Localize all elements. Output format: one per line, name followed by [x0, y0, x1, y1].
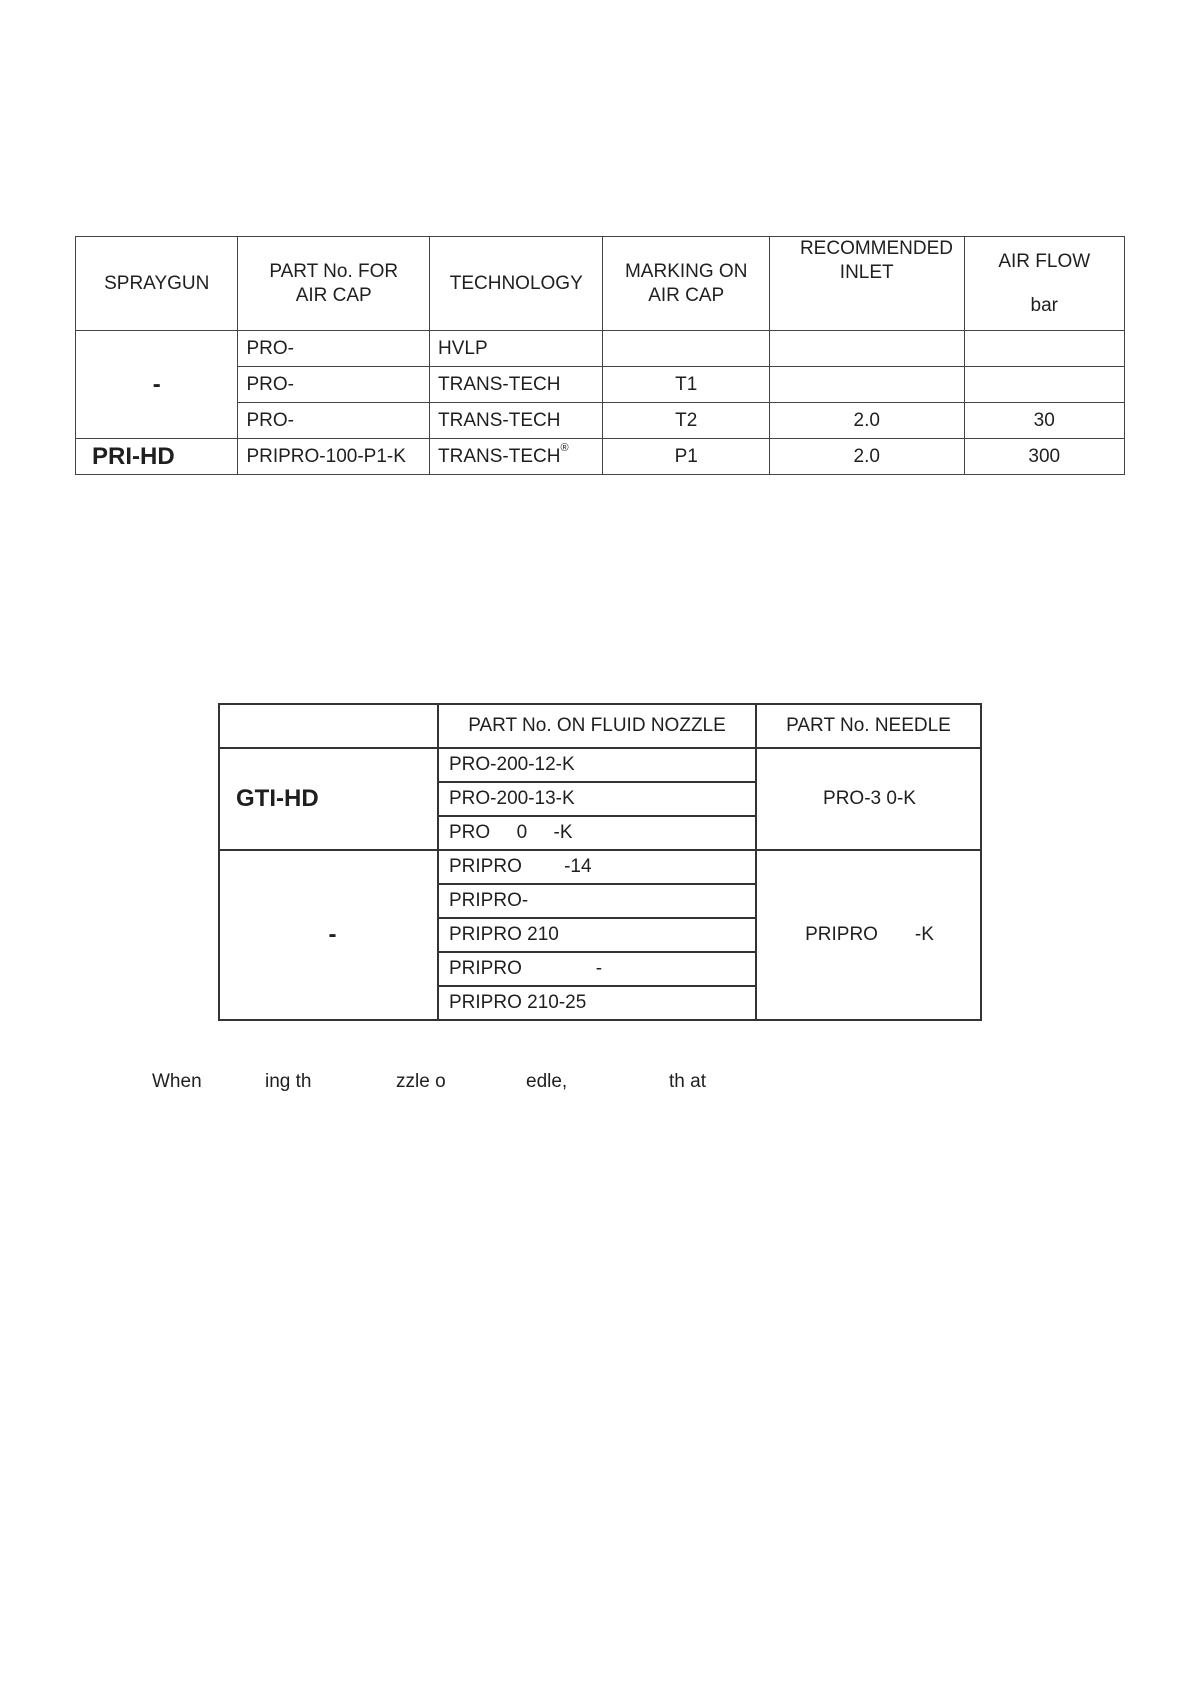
marking-cell: T1 — [603, 367, 769, 403]
header-part-no-air-cap: PART No. FOR AIR CAP — [238, 237, 430, 331]
inlet-cell — [769, 367, 964, 403]
fluid-nozzle-cell: PRIPRO- — [438, 884, 756, 918]
airflow-cell — [964, 331, 1125, 367]
note-fragment: zzle o — [396, 1071, 446, 1092]
header-air-flow-unit: bar — [1030, 294, 1058, 316]
header-needle: PART No. NEEDLE — [756, 704, 981, 748]
marking-cell: T2 — [603, 403, 769, 439]
fluid-nozzle-cell: PRIPRO 210 — [438, 918, 756, 952]
fluid-nozzle-cell: PRO-200-12-K — [438, 748, 756, 782]
note-fragment: th at — [669, 1071, 706, 1092]
header-recommended-inlet: RECOMMENDED INLET — [769, 237, 964, 331]
needle-cell: PRO-3 0-K — [756, 748, 981, 850]
inlet-cell — [769, 331, 964, 367]
nozzle-needle-table — [218, 703, 982, 1021]
technology-cell: TRANS-TECH — [430, 367, 603, 403]
table-row — [219, 748, 981, 782]
technology-cell: TRANS-TECH — [430, 403, 603, 439]
air-cap-part-cell: PRO- — [238, 367, 430, 403]
fluid-nozzle-cell: PRO 0 -K — [438, 816, 756, 850]
spraygun-cell: GTI-HD — [219, 748, 438, 850]
air-cap-part-cell: PRO- — [238, 331, 430, 367]
aircap-header-row — [76, 237, 1125, 331]
airflow-cell: 30 — [964, 403, 1125, 439]
note-fragment: When — [152, 1071, 202, 1092]
technology-text: TRANS-TECH — [438, 445, 561, 467]
table-row — [76, 331, 1125, 367]
fluid-nozzle-cell: PRO-200-13-K — [438, 782, 756, 816]
inlet-cell: 2.0 — [769, 439, 964, 475]
inlet-cell: 2.0 — [769, 403, 964, 439]
technology-cell — [430, 439, 603, 475]
spraygun-cell: PRI-HD — [76, 439, 238, 475]
header-air-flow-label: AIR FLOW — [998, 250, 1091, 272]
note-fragment: edle, — [526, 1071, 568, 1092]
airflow-cell — [964, 367, 1125, 403]
header-spraygun-blank — [219, 704, 438, 748]
fluid-nozzle-cell: PRIPRO 210-25 — [438, 986, 756, 1020]
spraygun-cell: - — [219, 850, 438, 1020]
air-cap-part-cell: PRIPRO-100-P1-K — [238, 439, 430, 475]
registered-mark: ® — [560, 441, 569, 454]
header-technology: TECHNOLOGY — [430, 237, 603, 331]
note-text — [152, 1071, 852, 1095]
marking-cell — [603, 331, 769, 367]
note-fragment: ing th — [265, 1071, 312, 1092]
table-row — [219, 850, 981, 884]
marking-cell: P1 — [603, 439, 769, 475]
aircap-table — [75, 236, 1125, 475]
technology-cell: HVLP — [430, 331, 603, 367]
nozzle-header-row — [219, 704, 981, 748]
header-fluid-nozzle: PART No. ON FLUID NOZZLE — [438, 704, 756, 748]
header-air-flow — [964, 237, 1125, 331]
spraygun-cell: - — [76, 331, 238, 439]
fluid-nozzle-cell: PRIPRO - — [438, 952, 756, 986]
needle-cell: PRIPRO -K — [756, 850, 981, 1020]
header-spraygun: SPRAYGUN — [76, 237, 238, 331]
table-row — [76, 439, 1125, 475]
header-marking-on-air-cap: MARKING ON AIR CAP — [603, 237, 769, 331]
airflow-cell: 300 — [964, 439, 1125, 475]
air-cap-part-cell: PRO- — [238, 403, 430, 439]
fluid-nozzle-cell: PRIPRO -14 — [438, 850, 756, 884]
